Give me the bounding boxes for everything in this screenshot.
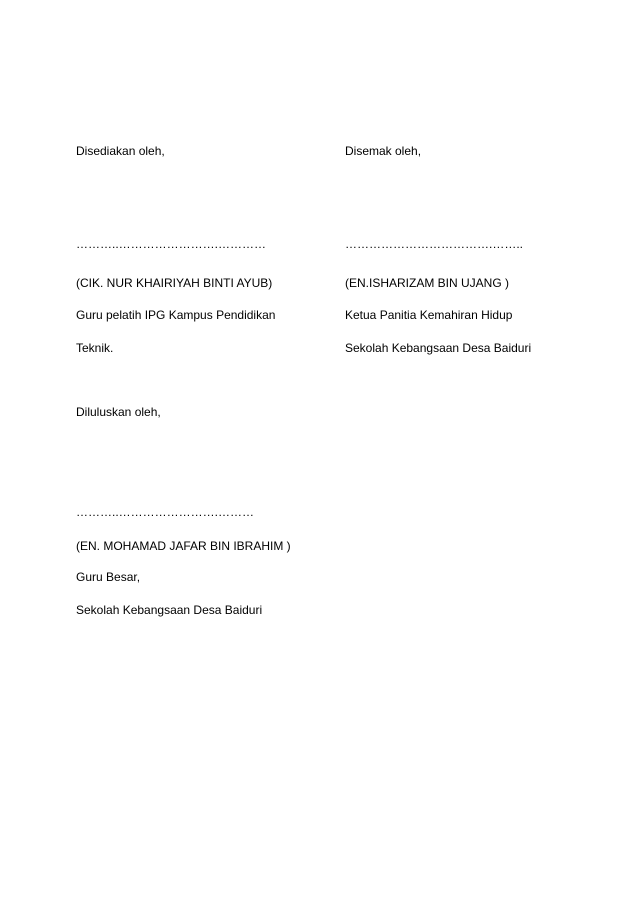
reviewed-by-heading: Disemak oleh,: [345, 144, 422, 158]
reviewed-by-role-line2: Sekolah Kebangsaan Desa Baiduri: [345, 341, 532, 355]
prepared-by-heading: Disediakan oleh,: [76, 144, 165, 158]
reviewed-by-name: (EN.ISHARIZAM BIN UJANG ): [345, 276, 510, 290]
approved-by-role-line1: Guru Besar,: [76, 570, 141, 584]
approved-by-role-line2: Sekolah Kebangsaan Desa Baiduri: [76, 603, 263, 617]
reviewed-by-signature-line: ……………………………….……..: [345, 237, 524, 251]
prepared-by-role-line1: Guru pelatih IPG Kampus Pendidikan: [76, 308, 276, 322]
approved-by-signature-line: ………..…………………….………: [76, 505, 255, 519]
approved-by-name: (EN. MOHAMAD JAFAR BIN IBRAHIM ): [76, 539, 291, 553]
reviewed-by-role-line1: Ketua Panitia Kemahiran Hidup: [345, 308, 513, 322]
prepared-by-name: (CIK. NUR KHAIRIYAH BINTI AYUB): [76, 276, 273, 290]
prepared-by-signature-line: ………..…………………….…………: [76, 237, 267, 251]
prepared-by-role-line2: Teknik.: [76, 341, 114, 355]
approved-by-heading: Diluluskan oleh,: [76, 405, 161, 419]
